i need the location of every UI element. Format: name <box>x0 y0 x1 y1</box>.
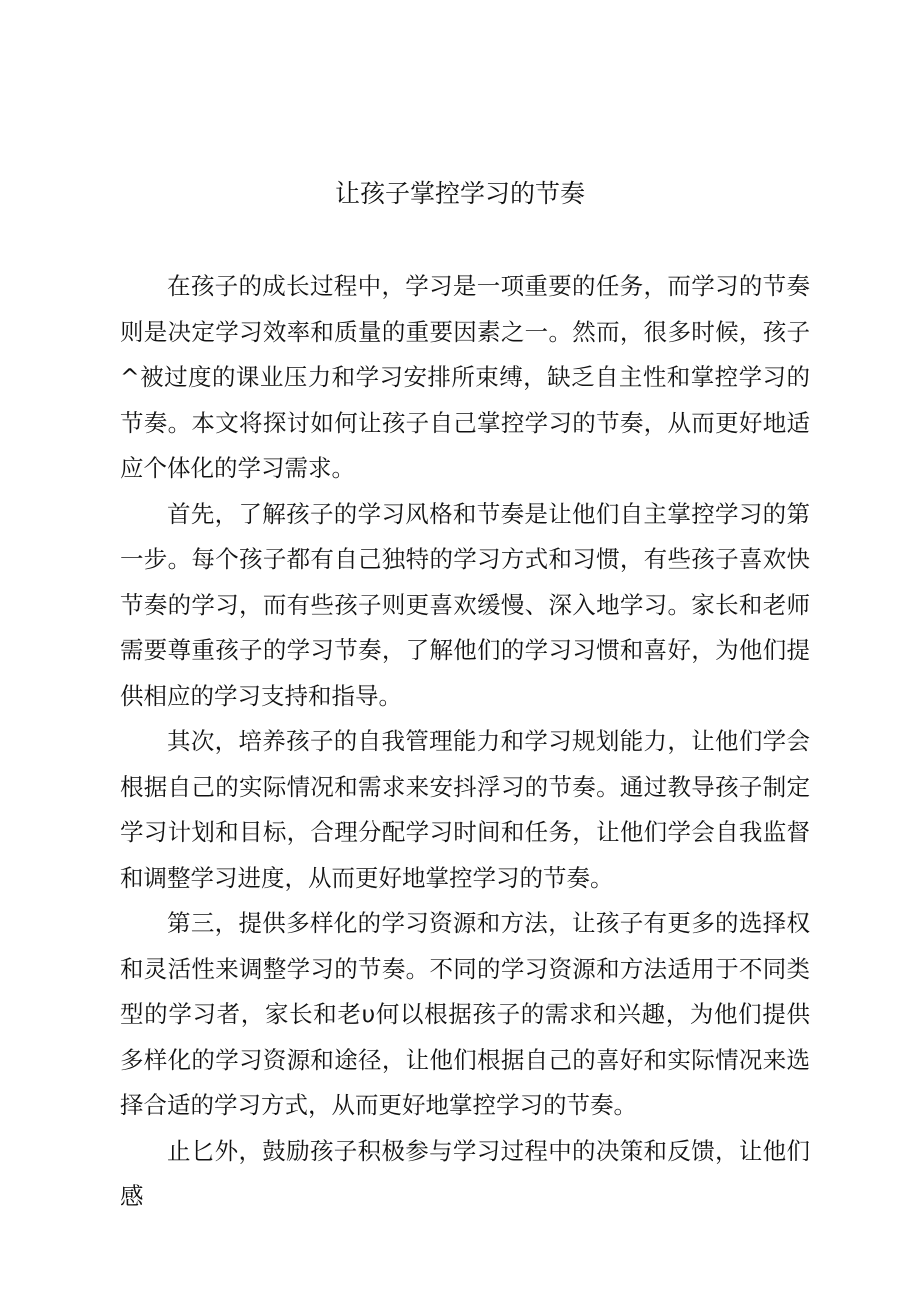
paragraph-4: 第三，提供多样化的学习资源和方法，让孩子有更多的选择权和灵活性来调整学习的节奏。不同的学习资源和方法适用于不同类型的学习者，家长和老υ何以根据孩子的需求和兴趣，为他们提供多样化的学习资源和途径，让他们根据自己的喜好和实际情况来选择合适的学习方式，从而更好地掌控学习的节奏。 <box>120 909 810 1119</box>
paragraph-1: 在孩子的成长过程中，学习是一项重要的任务，而学习的节奏则是决定学习效率和质量的重要因素之一。然而，很多时候，孩子^被过度的课业压力和学习安排所束缚，缺乏自主性和掌控学习的节奏。本文将探讨如何让孩子自己掌控学习的节奏，从而更好地适应个体化的学习需求。 <box>120 272 810 482</box>
document-body <box>120 264 810 1220</box>
paragraph-3: 其次，培养孩子的自我管理能力和学习规划能力，让他们学会根据自己的实际情况和需求来安抖浮习的节奏。通过教导孩子制定学习计划和目标，合理分配学习时间和任务，让他们学会自我监督和调整学习进度，从而更好地掌控学习的节奏。 <box>120 727 810 892</box>
paragraph-2: 首先，了解孩子的学习风格和节奏是让他们自主掌控学习的第一步。每个孩子都有自己独特的学习方式和习惯，有些孩子喜欢快节奏的学习，而有些孩子则更喜欢缓慢、深入地学习。家长和老师需要尊重孩子的学习节奏，了解他们的学习习惯和喜好，为他们提供相应的学习支持和指导。 <box>120 499 810 710</box>
document-title: 让孩子掌控学习的节奏 <box>334 179 585 208</box>
paragraph-5: 止匕外，鼓励孩子积极参与学习过程中的决策和反馈，让他们感 <box>120 1136 810 1210</box>
